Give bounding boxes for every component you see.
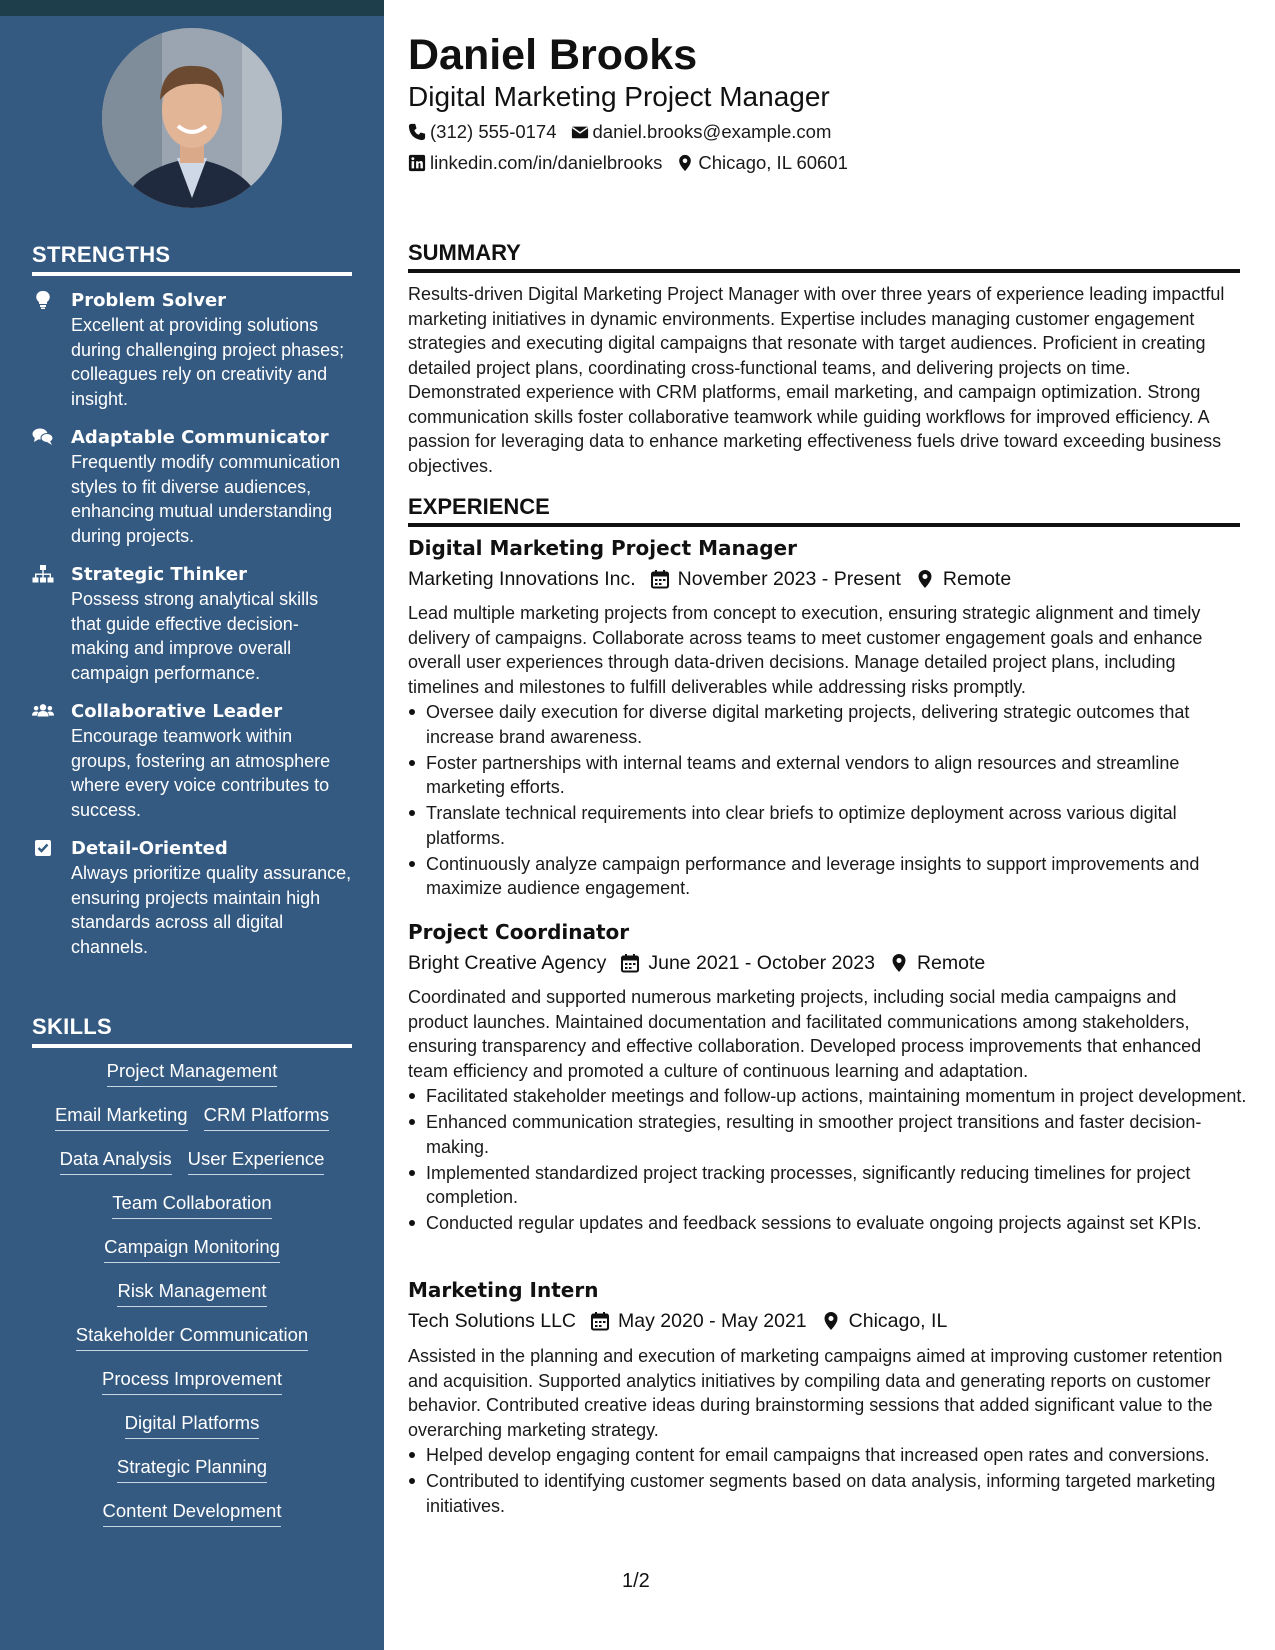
strength-desc: Frequently modify communication styles to fit diverse audiences, enhancing mutual understanding during projects. xyxy=(71,452,341,546)
org-chart-icon xyxy=(32,564,54,584)
phone-text: (312) 555-0174 xyxy=(430,121,557,142)
job-meta xyxy=(408,950,985,976)
skills-list xyxy=(32,1058,352,1527)
job-summary: Lead multiple marketing projects from concept to execution, ensuring strategic alignment and timely delivery of campaigns. Collaborate across teams to meet customer engagement goals and enhance overall user experiences through data-driven decisions. Manage detailed project plans, including timelines and milestones to fulfill deliverables while addressing risks promptly. xyxy=(408,603,1203,697)
linkedin-text[interactable]: linkedin.com/in/danielbrooks xyxy=(430,152,663,173)
chat-bubbles-icon xyxy=(32,427,54,447)
job-bullets xyxy=(408,1443,1258,1520)
strength-item xyxy=(32,288,352,411)
skill-row xyxy=(32,1322,352,1351)
job-location: Remote xyxy=(916,952,986,974)
strengths-heading: STRENGTHS xyxy=(32,242,352,276)
skill-tag: Process Improvement xyxy=(102,1366,282,1395)
job-title: Marketing Intern xyxy=(408,1278,599,1302)
job-location: Chicago, IL xyxy=(848,1310,948,1332)
bullet-item: Enhanced communication strategies, resulting in smoother project transitions and faster decision-making. xyxy=(426,1110,1258,1159)
summary-heading: SUMMARY xyxy=(408,240,1240,273)
checkbox-icon xyxy=(32,838,54,858)
skill-row xyxy=(32,1146,352,1175)
users-icon xyxy=(32,701,54,721)
strength-title: Collaborative Leader xyxy=(71,701,283,722)
job-location: Remote xyxy=(942,568,1012,590)
job-summary: Coordinated and supported numerous marketing projects, including social media campaigns and product launches. Maintained documentation and facilitated communications among stakeholders, ensuring transparency and effective collaboration. Developed process improvements that enhanced team efficiency and promoted a culture of continuous learning and adaptation. xyxy=(408,987,1202,1081)
map-pin-icon xyxy=(889,953,909,973)
bullet-item: Oversee daily execution for diverse digital marketing projects, delivering strategic outcomes that increase brand awareness. xyxy=(426,700,1258,749)
strength-item xyxy=(32,562,352,685)
job-dates: May 2020 - May 2021 xyxy=(618,1310,807,1332)
skill-row xyxy=(32,1278,352,1307)
candidate-name: Daniel Brooks xyxy=(408,31,698,79)
job-dates: June 2021 - October 2023 xyxy=(648,952,875,974)
job-company: Bright Creative Agency xyxy=(408,952,607,974)
profile-photo xyxy=(102,28,282,208)
location-contact xyxy=(676,151,847,175)
strength-title: Strategic Thinker xyxy=(71,564,248,585)
strength-title: Detail-Oriented xyxy=(71,838,228,859)
strengths-section xyxy=(32,242,352,959)
strength-desc: Possess strong analytical skills that guide effective decision-making and improve overall campaign performance. xyxy=(71,589,319,683)
map-pin-icon xyxy=(821,1311,841,1331)
map-pin-icon xyxy=(676,154,694,172)
job-summary: Assisted in the planning and execution of marketing campaigns aimed at improving customer retention and acquisition. Supported analytics initiatives by compiling data and generating reports on customer behavior. Contributed creative ideas during brainstorming sessions that added significant value to the overarching marketing strategy. xyxy=(408,1346,1223,1440)
skill-tag: Email Marketing xyxy=(55,1102,188,1131)
envelope-icon xyxy=(571,123,589,141)
bullet-item: Facilitated stakeholder meetings and follow-up actions, maintaining momentum in project development. xyxy=(426,1084,1258,1109)
skill-row xyxy=(32,1410,352,1439)
job-company: Marketing Innovations Inc. xyxy=(408,568,636,590)
skill-row xyxy=(32,1190,352,1219)
strength-desc: Encourage teamwork within groups, fostering an atmosphere where every voice contributes to success. xyxy=(71,726,331,820)
email-text[interactable]: daniel.brooks@example.com xyxy=(592,121,832,142)
skill-row xyxy=(32,1454,352,1483)
job-meta xyxy=(408,566,1011,592)
skills-section xyxy=(32,1014,352,1542)
skill-row xyxy=(32,1234,352,1263)
strength-desc: Excellent at providing solutions during challenging project phases; colleagues rely on creativity and insight. xyxy=(71,315,345,409)
bullet-item: Helped develop engaging content for email campaigns that increased open rates and conversions. xyxy=(426,1443,1258,1468)
skill-tag: Project Management xyxy=(107,1058,278,1087)
job-title: Digital Marketing Project Manager xyxy=(408,536,797,560)
bullet-item: Implemented standardized project tracking processes, significantly reducing timelines for project completion. xyxy=(426,1161,1258,1210)
strength-item xyxy=(32,425,352,548)
calendar-icon xyxy=(650,569,670,589)
skill-tag: Risk Management xyxy=(117,1278,266,1307)
email-contact[interactable] xyxy=(571,120,832,144)
strength-desc: Always prioritize quality assurance, ensuring projects maintain high standards across all digital channels. xyxy=(71,863,352,957)
skill-tag: Team Collaboration xyxy=(112,1190,271,1219)
phone-contact xyxy=(408,120,557,144)
map-pin-icon xyxy=(915,569,935,589)
bullet-item: Translate technical requirements into clear briefs to optimize deployment across various digital platforms. xyxy=(426,801,1258,850)
skill-row xyxy=(32,1366,352,1395)
skill-tag: CRM Platforms xyxy=(204,1102,329,1131)
location-text: Chicago, IL 60601 xyxy=(698,152,848,173)
bullet-item: Contributed to identifying customer segments based on data analysis, informing targeted marketing initiatives. xyxy=(426,1469,1258,1518)
skill-tag: Data Analysis xyxy=(60,1146,172,1175)
skill-row xyxy=(32,1498,352,1527)
summary-text: Results-driven Digital Marketing Project Manager with over three years of experience leading impactful marketing initiatives in dynamic environments. Expertise includes managing customer engagement strategies and executing digital campaigns that resonate with target audiences. Proficient in creating detailed project plans, coordinating cross-functional teams, and delivering projects on time. Demonstrated experience with CRM platforms, email marketing, and campaign optimization. Strong communication skills foster collaborative teamwork while guiding workflows for improved efficiency. A passion for leveraging data to enhance marketing effectiveness fuels drive toward exceeding business objectives. xyxy=(408,284,1225,476)
lightbulb-icon xyxy=(32,290,54,310)
job-title: Project Coordinator xyxy=(408,920,630,944)
skill-tag: Stakeholder Communication xyxy=(76,1322,308,1351)
skill-row xyxy=(32,1058,352,1087)
strength-title: Adaptable Communicator xyxy=(71,427,329,448)
skill-tag: Strategic Planning xyxy=(117,1454,267,1483)
calendar-icon xyxy=(590,1311,610,1331)
strength-item xyxy=(32,836,352,959)
top-accent-bar xyxy=(0,0,384,16)
skills-heading: SKILLS xyxy=(32,1014,352,1048)
job-dates: November 2023 - Present xyxy=(677,568,901,590)
skill-tag: Campaign Monitoring xyxy=(104,1234,280,1263)
phone-icon xyxy=(408,123,426,141)
linkedin-icon xyxy=(408,154,426,172)
job-bullets xyxy=(408,700,1258,902)
job-meta xyxy=(408,1308,947,1334)
skill-row xyxy=(32,1102,352,1131)
calendar-icon xyxy=(620,953,640,973)
contact-row xyxy=(408,120,831,144)
skill-tag: Digital Platforms xyxy=(125,1410,260,1439)
skill-tag: Content Development xyxy=(103,1498,282,1527)
bullet-item: Conducted regular updates and feedback sessions to evaluate ongoing projects against set KPIs. xyxy=(426,1211,1258,1236)
linkedin-contact[interactable] xyxy=(408,151,662,175)
candidate-title: Digital Marketing Project Manager xyxy=(408,81,830,112)
contact-row xyxy=(408,151,848,175)
job-company: Tech Solutions LLC xyxy=(408,1310,577,1332)
strength-item xyxy=(32,699,352,822)
experience-heading: EXPERIENCE xyxy=(408,494,1240,527)
bullet-item: Continuously analyze campaign performance and leverage insights to support improvements and maximize audience engagement. xyxy=(426,852,1258,901)
strength-title: Problem Solver xyxy=(71,290,227,311)
page-number: 1/2 xyxy=(622,1570,650,1592)
job-bullets xyxy=(408,1084,1258,1237)
sidebar xyxy=(0,16,384,1650)
skill-tag: User Experience xyxy=(188,1146,325,1175)
bullet-item: Foster partnerships with internal teams and external vendors to align resources and streamline marketing efforts. xyxy=(426,751,1258,800)
